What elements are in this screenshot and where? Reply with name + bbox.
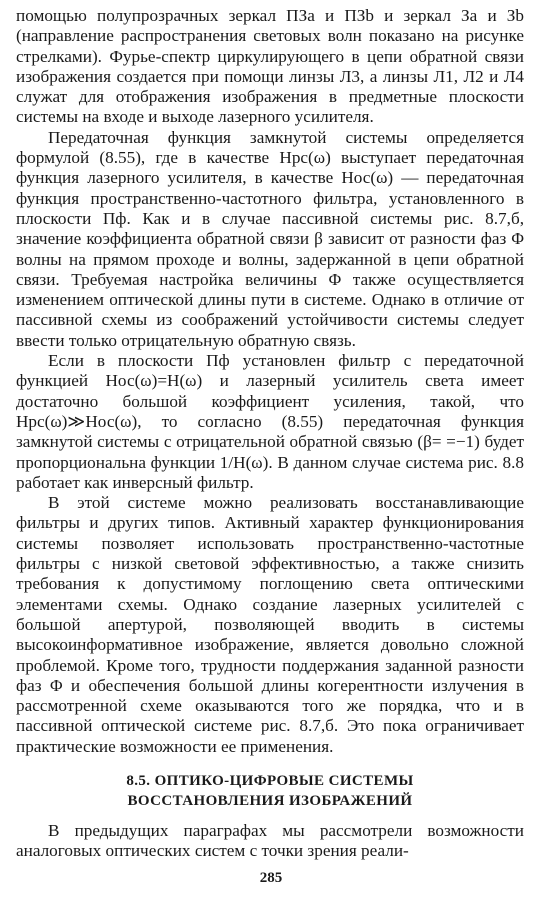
section-heading [16,771,524,811]
paragraph-restoring-filters: В этой системе можно реализовать восстанавливающие фильтры и других типов. Активный характер функционирования системы позволяет использовать пространственно-частотные фильтры с низкой световой эффективностью, а также снизить требования к допустимому поглощению света оптическими элементами схемы. Однако создание лазерных усилителей с большой апертурой, позволяющей вводить в системы высокоинформативное изображение, является довольно сложной проблемой. Кроме того, трудности поддержания заданной разности фаз Φ и обеспечения большой длины когерентности излучения в рассмотренной схеме оказываются того же порядка, что и в пассивной оптической системе рис. 8.7,б. Это пока ограничивает практические возможности ее применения. [16,493,524,756]
paragraph-inverse-filter: Если в плоскости Пф установлен фильтр с передаточной функцией Hос(ω)=H(ω) и лазерный усилитель света имеет достаточно большой коэффициент усиления, такой, что Hрс(ω)≫Hос(ω), то согласно (8.55) передаточная функция замкнутой системы с отрицательной обратной связью (β= =−1) будет пропорциональна функции 1/H(ω). В данном случае система рис. 8.8 работает как инверсный фильтр. [16,351,524,492]
paragraph-section-intro: В предыдущих параграфах мы рассмотрели возможности аналоговых оптических систем с точки зрения реали- [16,820,524,861]
paragraph-continuation: помощью полупрозрачных зеркал ПЗa и ПЗb и зеркал Зa и Зb (направление распространения световых волн показано на рисунке стрелками). Фурье-спектр циркулирующего в цепи обратной связи изображения создается при помощи линзы Л3, а линзы Л1, Л2 и Л4 служат для отображения изображения в предметные плоскости системы на входе и выходе лазерного усилителя. [16,6,524,127]
page-number: 285 [259,870,283,886]
paragraph-transfer-function: Передаточная функция замкнутой системы определяется формулой (8.55), где в качестве Hрс(ω) выступает передаточная функция лазерного усилителя, в качестве Hос(ω) — передаточная функция пространственно-частотного фильтра, установленного в плоскости Пф. Как и в случае пассивной системы рис. 8.7,б, значение коэффициента обратной связи β зависит от разности фаз Φ волны на прямом проходе и волны, задержанной в цепи обратной связи. Требуемая настройка величины Φ также осуществляется изменением оптической длины пути в системе. Однако в отличие от пассивной схемы из соображений устойчивости системы следует ввести только отрицательную обратную связь. [16,127,524,350]
document-page [16,6,524,862]
section-heading-line-2: ВОССТАНОВЛЕНИЯ ИЗОБРАЖЕНИЙ [127,792,413,809]
section-heading-line-1: 8.5. ОПТИКО-ЦИФРОВЫЕ СИСТЕМЫ [126,772,414,789]
